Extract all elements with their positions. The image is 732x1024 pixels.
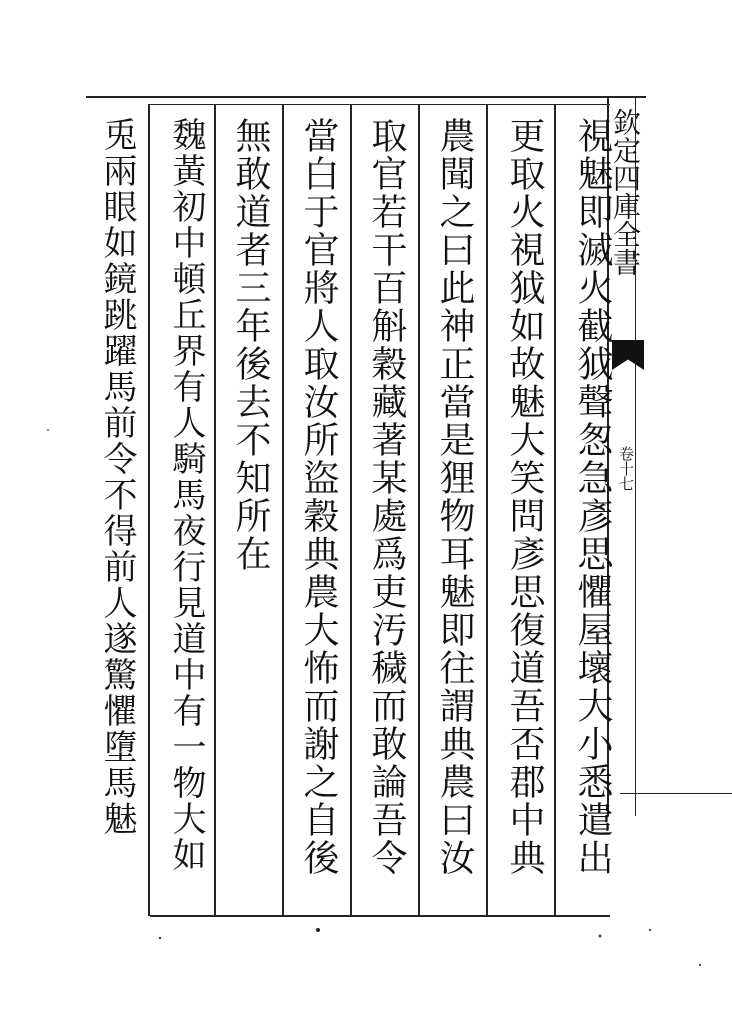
text-column-7: 魏黃初中頓丘界有人騎馬夜行見道中有一物大如 bbox=[166, 117, 206, 873]
text-column-1: 視魅即滅火截狘聲怱急彥思懼屋壞大小悉遣出 bbox=[572, 117, 613, 877]
text-column-4: 取官若干百斛穀藏著某處爲吏汚穢而敢論吾令 bbox=[366, 117, 407, 877]
book-title: 欽定四庫全書 bbox=[609, 108, 642, 276]
text-column-2: 更取火視狘如故魅大笑問彥思復道吾否郡中典 bbox=[504, 117, 545, 877]
text-column-6: 無敢道者三年後去不知所在 bbox=[230, 117, 271, 573]
text-column-5: 當白于官將人取汝所盜穀典農大怖而謝之自後 bbox=[298, 117, 339, 877]
text-column-8: 兎兩眼如鏡跳躍馬前令不得前人遂驚懼墮馬魅 bbox=[97, 117, 137, 837]
text-column-3: 農聞之曰此神正當是狸物耳魅即往謂典農曰汝 bbox=[434, 117, 475, 877]
volume-label: 卷十七 bbox=[617, 446, 635, 491]
